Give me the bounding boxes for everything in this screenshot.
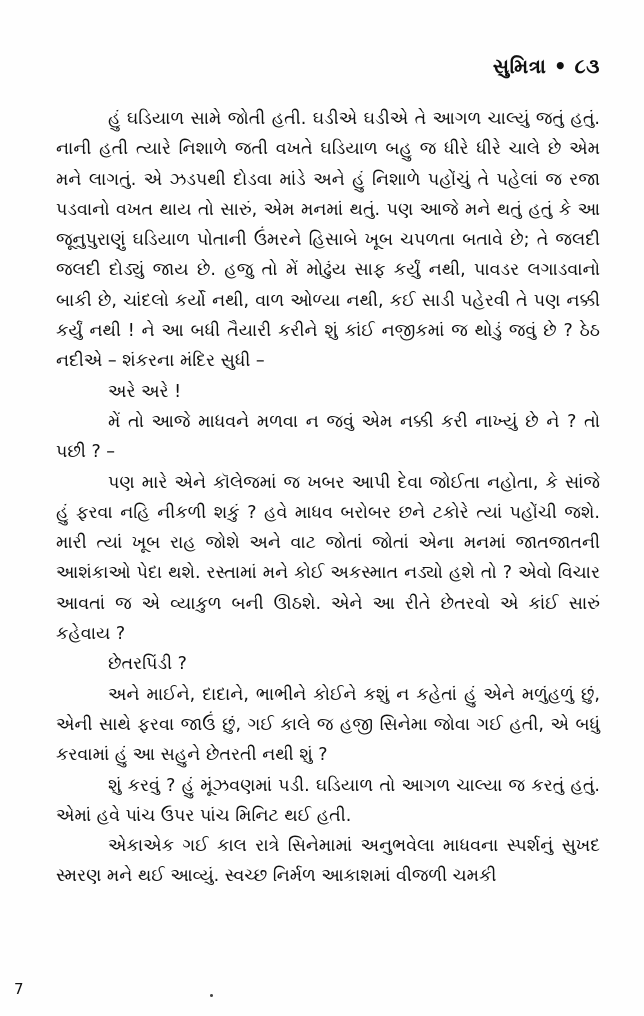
page-marker: 7 bbox=[14, 980, 24, 998]
running-head: સુમિત્રા • ૮૩ bbox=[492, 54, 600, 78]
paragraph: પણ મારે એને કૉલેજમાં જ ખબર આપી દેવા જોઈતા નહોતા, કે સાંજે હું ફરવા નહિ નીકળી શકું ? હવે માધવ બરોબર છને ટકોરે ત્યાં પહોંચી જશે. મારી ત્યાં ખૂબ રાહ જોશે અને વાટ જોતાં જોતાં એના મનમાં જાતજાતની આશંકાઓ પેદા થશે. રસ્તામાં મને કોઈ અકસ્માત નડ્યો હશે તો ? એવો વિચાર આવતાં જ એ વ્યાકુળ બની ઊઠશે. એને આ રીતે છેતરવો એ કાંઈ સારું કહેવાય ? bbox=[56, 472, 600, 645]
paragraph: અરે અરે ! bbox=[108, 381, 182, 402]
paragraph: છેતરપિંડી ? bbox=[108, 654, 187, 675]
paragraph: હું ઘડિયાળ સામે જોતી હતી. ઘડીએ ઘડીએ તે આગળ ચાલ્યું જતું હતું. નાની હતી ત્યારે નિશાળે જતી વખતે ઘડિયાળ બહુ જ ધીરે ધીરે ચાલે છે એમ મને લાગતું. એ ઝડપથી દોડવા માંડે અને હું નિશાળે પહોંચું તે પહેલાં જ રજા પડવાનો વખત થાય તો સારું, એમ મનમાં થતું. પણ આજે મને થતું હતું કે આ જૂનુપુરાણું ઘડિયાળ પોતાની ઉંમરને હિસાબે ખૂબ ચપળતા બતાવે છે; તે જલદી જલદી દોડ્યું જાય છે. હજુ તો મેં મોઢુંય સાફ કર્યું નથી, પાવડર લગાડવાનો બાકી છે, ચાંદલો કર્યો નથી, વાળ ઓળ્યા નથી, કઈ સાડી પહેરવી તે પણ નક્કી કર્યું નથી ! ને આ બધી તૈયારી કરીને શું કાંઈ નજીકમાં જ થોડું જવું છે ? ઠેઠ નદીએ – શંકરના મંદિર સુધી – bbox=[56, 109, 600, 372]
print-speck bbox=[210, 994, 213, 997]
paragraph: અને માઈને, દાદાને, ભાભીને કોઈને કશું ન કહેતાં હું એને મળુંહળું છું, એની સાથે ફરવા જાઉં છું, ગઈ કાલે જ હજી સિનેમા જોવા ગઈ હતી, એ બધું કરવામાં હું આ સહુને છેતરતી નથી શું ? bbox=[56, 684, 600, 766]
paragraph: શું કરવું ? હું મૂંઝવણમાં પડી. ઘડિયાળ તો આગળ ચાલ્યા જ કરતું હતું. એમાં હવે પાંચ ઉપર પાંચ મિનિટ થઈ હતી. bbox=[56, 775, 600, 826]
body-text bbox=[56, 104, 600, 892]
paragraph: મેં તો આજે માધવને મળવા ન જવું એમ નક્કી કરી નાખ્યું છે ને ? તો પછી ? – bbox=[56, 411, 600, 463]
paragraph: એકાએક ગઈ કાલ રાત્રે સિનેમામાં અનુભવેલા માધવના સ્પર્શનું સુખદ સ્મરણ મને થઈ આવ્યું. સ્વચ્છ નિર્મળ આકાશમાં વીજળી ચમકી bbox=[56, 836, 600, 887]
